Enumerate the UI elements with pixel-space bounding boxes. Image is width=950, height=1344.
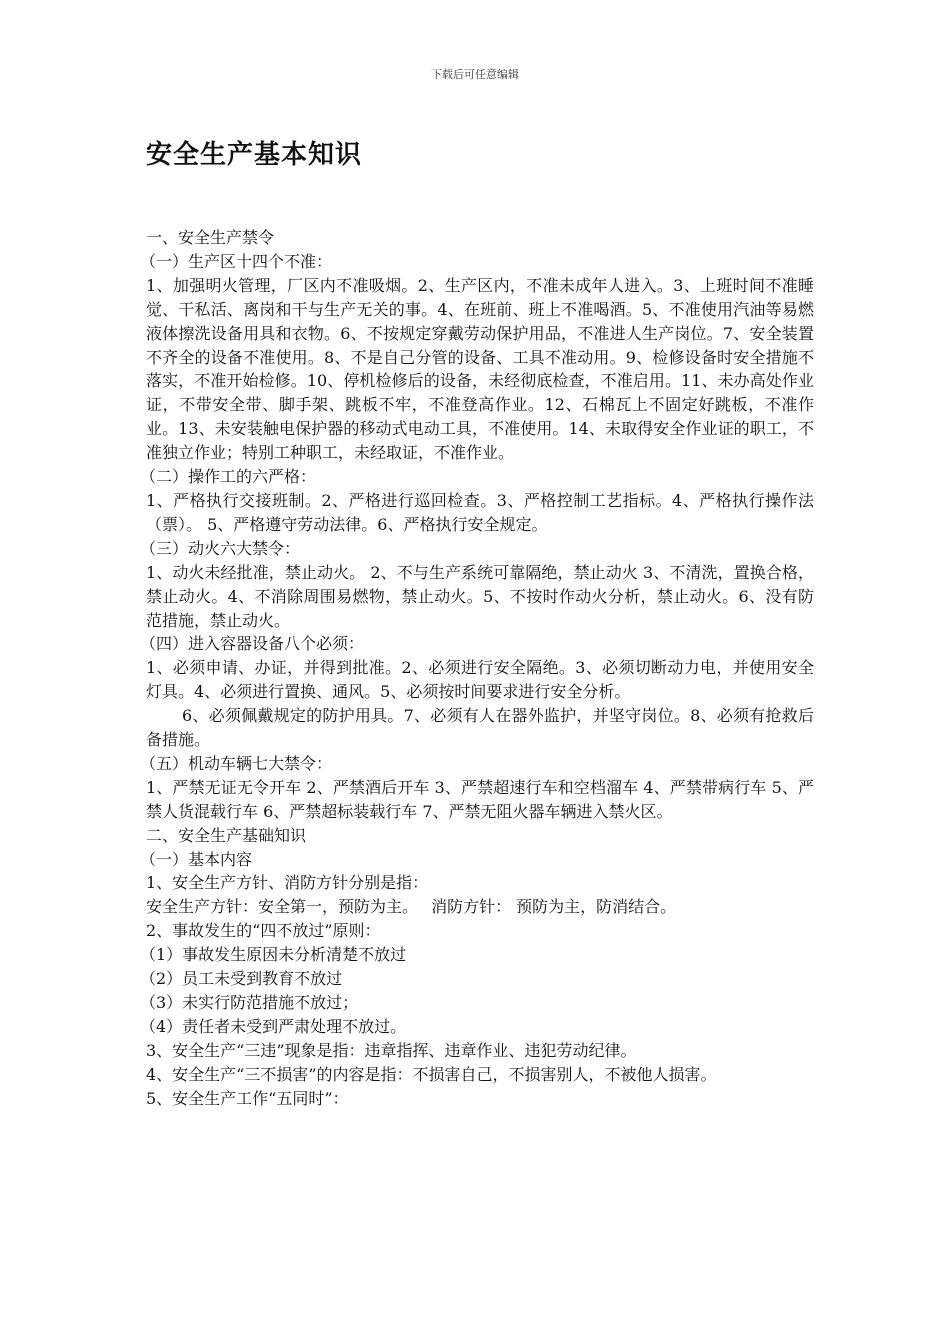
paragraph: 安全生产方针：安全第一，预防为主。 消防方针： 预防为主，防消结合。 <box>146 897 677 917</box>
subsection-heading: （五）机动车辆七大禁令： <box>140 753 333 773</box>
list-item: （3）未实行防范措施不放过； <box>140 993 359 1012</box>
document-title: 安全生产基本知识 <box>146 140 363 170</box>
paragraph: 1、必须申请、办证，并得到批准。2、必须进行安全隔绝。3、必须切断动力电，并使用安全灯具。4、必须进行置换、通风。5、必须按时间要求进行安全分析。 <box>146 658 814 702</box>
paragraph: 1、严禁无证无令开车 2、严禁酒后开车 3、严禁超速行车和空档溜车 4、严禁带病行车 5、严禁人货混载行车 6、严禁超标装载行车 7、严禁无阻火器车辆进入禁火区。 <box>146 777 814 821</box>
document-body <box>140 226 814 1111</box>
list-item: （1）事故发生原因未分析清楚不放过 <box>140 945 407 965</box>
subsection-heading: （二）操作工的六严格： <box>140 467 317 487</box>
paragraph: 5、安全生产工作“五同时”： <box>146 1088 349 1108</box>
section-heading: 一、安全生产禁令 <box>146 228 275 247</box>
paragraph: 4、安全生产“三不损害”的内容是指：不损害自己，不损害别人，不被他人损害。 <box>146 1064 717 1084</box>
paragraph: 6、必须佩戴规定的防护用具。7、必须有人在器外监护，并坚守岗位。8、必须有抢救后备措施。 <box>146 706 814 750</box>
paragraph: 1、加强明火管理，厂区内不准吸烟。2、生产区内，不准未成年人进入。3、上班时间不准睡觉、干私活、离岗和干与生产无关的事。4、在班前、班上不准喝酒。5、不准使用汽油等易燃液体擦洗设备用具和衣物。6、不按规定穿戴劳动保护用品，不准进人生产岗位。7、安全装置不齐全的设备不准使用。8、不是自己分管的设备、工具不准动用。9、检修设备时安全措施不落实，不准开始检修。10、停机检修后的设备，未经彻底检查，不准启用。11、未办高处作业证，不带安全带、脚手架、跳板不牢，不准登高作业。12、石棉瓦上不固定好跳板，不准作业。13、未安装触电保护器的移动式电动工具，不准使用。14、未取得安全作业证的职工，不准独立作业；特别工种职工，未经取证，不准作业。 <box>146 275 814 463</box>
section-heading: 二、安全生产基础知识 <box>146 825 307 845</box>
paragraph: 1、动火未经批准，禁止动火。 2、不与生产系统可靠隔绝，禁止动火 3、不清洗，置换合格，禁止动火。4、不消除周围易燃物，禁止动火。5、不按时作动火分析，禁止动火。6、没有防范措施，禁止动火。 <box>146 562 814 630</box>
page-header-note: 下载后可任意编辑 <box>431 68 519 81</box>
paragraph: 1、安全生产方针、消防方针分别是指： <box>146 873 429 893</box>
subsection-heading: （四）进入容器设备八个必须： <box>140 634 365 654</box>
paragraph: 3、安全生产“三违”现象是指：违章指挥、违章作业、违犯劳动纪律。 <box>146 1040 637 1060</box>
subsection-heading: （一）基本内容 <box>140 849 253 869</box>
paragraph: 2、事故发生的“四不放过”原则： <box>146 921 381 941</box>
paragraph: 1、严格执行交接班制。2、严格进行巡回检查。3、严格控制工艺指标。4、严格执行操作法（票）。 5、严格遵守劳动法律。6、严格执行安全规定。 <box>146 490 814 534</box>
subsection-heading: （三）动火六大禁令： <box>140 538 301 558</box>
list-item: （4）责任者未受到严肃处理不放过。 <box>140 1016 407 1036</box>
list-item: （2）员工未受到教育不放过 <box>140 969 343 989</box>
subsection-heading: （一）生产区十四个不准： <box>140 251 333 271</box>
